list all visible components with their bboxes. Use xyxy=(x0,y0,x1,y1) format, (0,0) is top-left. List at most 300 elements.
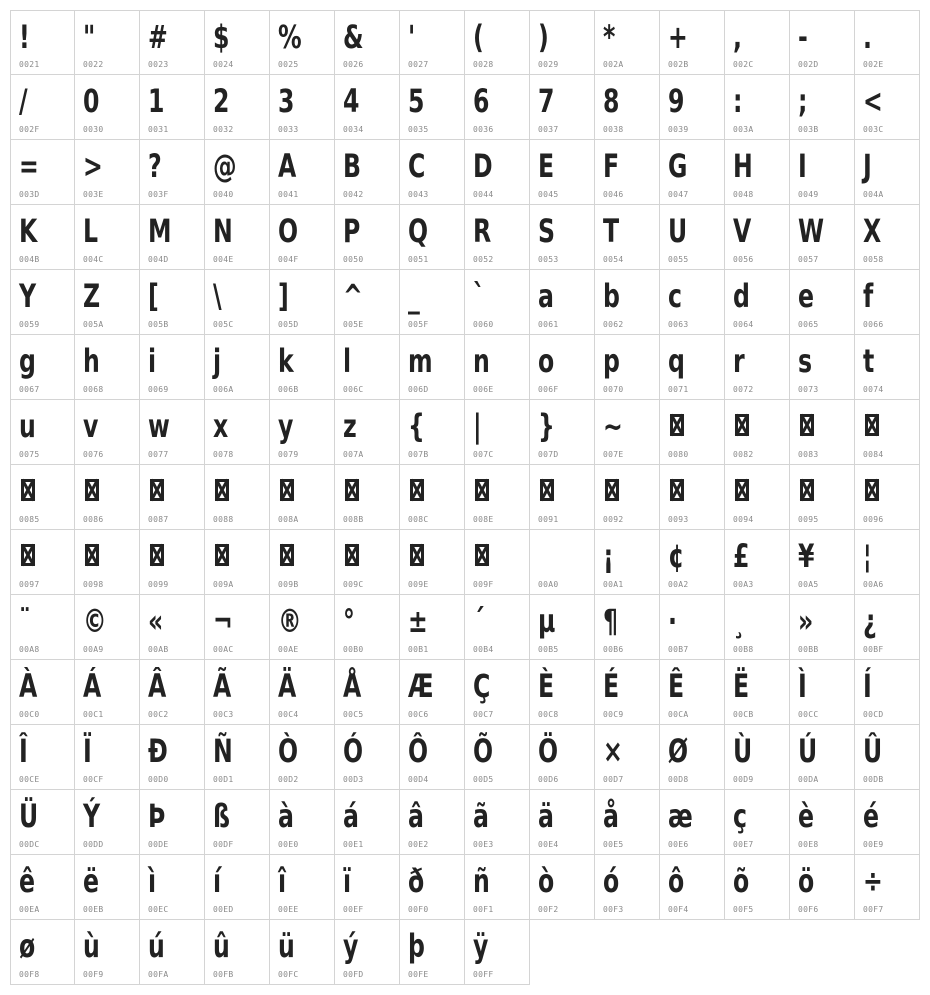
glyph-cell xyxy=(140,855,205,920)
glyph-char: 5 xyxy=(408,82,425,120)
glyph-cell xyxy=(10,465,75,530)
missing-glyph-icon xyxy=(345,479,359,501)
glyph-char: Þ xyxy=(148,797,166,835)
glyph-code: 00CD xyxy=(863,710,884,719)
glyph-code: 0025 xyxy=(278,60,299,69)
glyph-char: Î xyxy=(19,732,28,770)
glyph-code: 0062 xyxy=(603,320,624,329)
glyph-char: ] xyxy=(278,277,289,315)
missing-glyph-icon xyxy=(800,414,814,436)
glyph-code: 0052 xyxy=(473,255,494,264)
glyph-cell xyxy=(75,10,140,75)
glyph-char: Ì xyxy=(798,667,807,705)
glyph-char: Æ xyxy=(408,667,434,705)
glyph-code: 00BB xyxy=(798,645,819,654)
glyph-char: m xyxy=(408,342,433,380)
glyph-cell xyxy=(10,790,75,855)
glyph-code: 0096 xyxy=(863,515,884,524)
glyph-code: 0034 xyxy=(343,125,364,134)
glyph-code: 004A xyxy=(863,190,884,199)
glyph-cell xyxy=(335,595,400,660)
missing-glyph-icon xyxy=(21,479,35,501)
glyph-code: 0027 xyxy=(408,60,429,69)
glyph-code: 00EF xyxy=(343,905,364,914)
glyph-char: Ç xyxy=(473,667,491,705)
glyph-code: 0083 xyxy=(798,450,819,459)
glyph-char: á xyxy=(343,797,359,835)
glyph-cell xyxy=(205,790,270,855)
glyph-char: ° xyxy=(343,602,355,640)
glyph-code: 0055 xyxy=(668,255,689,264)
glyph-cell xyxy=(75,465,140,530)
glyph-code: 0046 xyxy=(603,190,624,199)
glyph-code: 0092 xyxy=(603,515,624,524)
glyph-cell xyxy=(790,140,855,205)
glyph-cell xyxy=(530,790,595,855)
glyph-cell xyxy=(465,530,530,595)
missing-glyph-icon xyxy=(865,414,879,436)
glyph-cell xyxy=(270,205,335,270)
glyph-cell xyxy=(335,660,400,725)
glyph-cell xyxy=(790,270,855,335)
glyph-cell xyxy=(205,660,270,725)
glyph-cell xyxy=(465,595,530,660)
glyph-code: 00DA xyxy=(798,775,819,784)
glyph-code: 00F7 xyxy=(863,905,884,914)
glyph-cell xyxy=(530,595,595,660)
glyph-code: 0064 xyxy=(733,320,754,329)
glyph-char: ú xyxy=(148,927,165,965)
glyph-char: ç xyxy=(733,797,747,835)
glyph-cell xyxy=(660,270,725,335)
glyph-char: ¨ xyxy=(19,602,31,640)
glyph-cell xyxy=(75,270,140,335)
glyph-cell xyxy=(205,75,270,140)
glyph-char: $ xyxy=(213,18,230,56)
glyph-code: 005D xyxy=(278,320,299,329)
glyph-cell xyxy=(855,465,920,530)
glyph-code: 0054 xyxy=(603,255,624,264)
glyph-char: F xyxy=(603,147,620,185)
glyph-cell xyxy=(140,725,205,790)
glyph-char: f xyxy=(863,277,874,315)
glyph-code: 0036 xyxy=(473,125,494,134)
glyph-code: 00B6 xyxy=(603,645,624,654)
glyph-char: * xyxy=(603,18,616,56)
glyph-code: 008A xyxy=(278,515,299,524)
glyph-code: 00C6 xyxy=(408,710,429,719)
glyph-code: 00C2 xyxy=(148,710,169,719)
glyph-code: 003B xyxy=(798,125,819,134)
glyph-code: 00DC xyxy=(19,840,40,849)
glyph-cell xyxy=(400,205,465,270)
glyph-code: 0030 xyxy=(83,125,104,134)
glyph-cell xyxy=(270,920,335,985)
missing-glyph-icon xyxy=(150,544,164,566)
glyph-cell xyxy=(725,75,790,140)
glyph-code: 0075 xyxy=(19,450,40,459)
glyph-code: 006C xyxy=(343,385,364,394)
glyph-code: 0040 xyxy=(213,190,234,199)
glyph-cell xyxy=(595,10,660,75)
glyph-char: à xyxy=(278,797,294,835)
glyph-code: 002E xyxy=(863,60,884,69)
glyph-char: 2 xyxy=(213,82,230,120)
glyph-code: 004E xyxy=(213,255,234,264)
glyph-char: ß xyxy=(213,797,230,835)
glyph-cell xyxy=(595,595,660,660)
glyph-char: Ï xyxy=(83,732,92,770)
glyph-char: n xyxy=(473,342,490,380)
glyph-code: 004C xyxy=(83,255,104,264)
glyph-cell xyxy=(855,270,920,335)
glyph-cell xyxy=(10,335,75,400)
glyph-cell xyxy=(660,660,725,725)
glyph-code: 00BF xyxy=(863,645,884,654)
glyph-cell xyxy=(660,140,725,205)
glyph-code: 00AB xyxy=(148,645,169,654)
glyph-cell xyxy=(465,75,530,140)
glyph-cell xyxy=(725,465,790,530)
glyph-cell xyxy=(465,855,530,920)
glyph-cell xyxy=(790,10,855,75)
glyph-code: 00B4 xyxy=(473,645,494,654)
glyph-code: 00F3 xyxy=(603,905,624,914)
glyph-code: 00E9 xyxy=(863,840,884,849)
glyph-cell xyxy=(205,140,270,205)
glyph-code: 0094 xyxy=(733,515,754,524)
glyph-cell xyxy=(855,75,920,140)
glyph-char: w xyxy=(148,407,170,445)
glyph-code: 0065 xyxy=(798,320,819,329)
glyph-char: é xyxy=(863,797,880,835)
glyph-code: 00DD xyxy=(83,840,104,849)
glyph-cell xyxy=(400,75,465,140)
glyph-code: 00A8 xyxy=(19,645,40,654)
glyph-cell xyxy=(465,10,530,75)
glyph-cell xyxy=(335,920,400,985)
glyph-code: 0099 xyxy=(148,580,169,589)
glyph-code: 006B xyxy=(278,385,299,394)
glyph-cell xyxy=(140,660,205,725)
glyph-char: r xyxy=(733,342,745,380)
glyph-cell xyxy=(595,335,660,400)
glyph-char: ý xyxy=(343,927,359,965)
glyph-char: 6 xyxy=(473,82,490,120)
glyph-code: 002A xyxy=(603,60,624,69)
glyph-code: 0041 xyxy=(278,190,299,199)
glyph-char: ì xyxy=(148,862,157,900)
glyph-cell xyxy=(465,140,530,205)
glyph-char: À xyxy=(19,667,38,705)
glyph-code: 005F xyxy=(408,320,429,329)
glyph-char: Õ xyxy=(473,732,494,770)
glyph-char: 7 xyxy=(538,82,555,120)
glyph-cell xyxy=(205,920,270,985)
glyph-char: L xyxy=(83,212,99,250)
glyph-char: Ë xyxy=(733,667,750,705)
glyph-code: 00D5 xyxy=(473,775,494,784)
glyph-code: 0071 xyxy=(668,385,689,394)
glyph-code: 002B xyxy=(668,60,689,69)
glyph-code: 007A xyxy=(343,450,364,459)
glyph-code: 0073 xyxy=(798,385,819,394)
glyph-code: 0050 xyxy=(343,255,364,264)
glyph-cell xyxy=(270,595,335,660)
glyph-char: ø xyxy=(19,927,36,965)
glyph-char: Ê xyxy=(668,667,685,705)
glyph-char: ) xyxy=(538,18,549,56)
glyph-char: â xyxy=(408,797,424,835)
glyph-char: u xyxy=(19,407,36,445)
glyph-code: 006A xyxy=(213,385,234,394)
glyph-code: 0057 xyxy=(798,255,819,264)
glyph-cell xyxy=(530,140,595,205)
glyph-cell xyxy=(270,465,335,530)
glyph-code: 0076 xyxy=(83,450,104,459)
glyph-char: / xyxy=(19,82,28,120)
glyph-code: 00ED xyxy=(213,905,234,914)
glyph-code: 0026 xyxy=(343,60,364,69)
glyph-char: ï xyxy=(343,862,352,900)
glyph-cell xyxy=(10,205,75,270)
glyph-char: ö xyxy=(798,862,815,900)
glyph-cell xyxy=(465,725,530,790)
glyph-code: 00F2 xyxy=(538,905,559,914)
glyph-cell xyxy=(270,75,335,140)
glyph-cell xyxy=(75,75,140,140)
glyph-char: » xyxy=(798,602,814,640)
glyph-cell xyxy=(530,725,595,790)
glyph-char: ë xyxy=(83,862,100,900)
glyph-code: 00D8 xyxy=(668,775,689,784)
glyph-char: + xyxy=(668,18,688,56)
glyph-char: Â xyxy=(148,667,167,705)
glyph-char: µ xyxy=(538,602,556,640)
glyph-cell xyxy=(725,725,790,790)
glyph-code: 0080 xyxy=(668,450,689,459)
glyph-code: 0086 xyxy=(83,515,104,524)
glyph-cell xyxy=(855,530,920,595)
glyph-code: 0085 xyxy=(19,515,40,524)
glyph-char: q xyxy=(668,342,685,380)
glyph-code: 0060 xyxy=(473,320,494,329)
glyph-code: 008C xyxy=(408,515,429,524)
glyph-code: 00E4 xyxy=(538,840,559,849)
glyph-code: 0079 xyxy=(278,450,299,459)
glyph-code: 0048 xyxy=(733,190,754,199)
glyph-code: 0098 xyxy=(83,580,104,589)
glyph-char: Á xyxy=(83,667,102,705)
glyph-code: 00A3 xyxy=(733,580,754,589)
glyph-code: 0038 xyxy=(603,125,624,134)
glyph-char: i xyxy=(148,342,157,380)
missing-glyph-icon xyxy=(605,479,619,501)
glyph-cell xyxy=(790,595,855,660)
glyph-code: 00C3 xyxy=(213,710,234,719)
glyph-code: 00C7 xyxy=(473,710,494,719)
glyph-code: 0082 xyxy=(733,450,754,459)
glyph-code: 0091 xyxy=(538,515,559,524)
glyph-cell xyxy=(205,10,270,75)
glyph-code: 00F6 xyxy=(798,905,819,914)
glyph-cell xyxy=(75,205,140,270)
glyph-code: 00F9 xyxy=(83,970,104,979)
glyph-code: 0087 xyxy=(148,515,169,524)
glyph-char: U xyxy=(668,212,688,250)
glyph-cell xyxy=(855,335,920,400)
glyph-cell xyxy=(790,855,855,920)
glyph-char: : xyxy=(733,82,743,120)
glyph-code: 00F0 xyxy=(408,905,429,914)
glyph-cell xyxy=(530,660,595,725)
glyph-code: 0035 xyxy=(408,125,429,134)
glyph-code: 004F xyxy=(278,255,299,264)
glyph-code: 00D6 xyxy=(538,775,559,784)
glyph-cell xyxy=(465,400,530,465)
glyph-cell xyxy=(660,75,725,140)
glyph-code: 005A xyxy=(83,320,104,329)
glyph-cell xyxy=(660,205,725,270)
glyph-char: ÿ xyxy=(473,927,489,965)
glyph-char: è xyxy=(798,797,815,835)
glyph-code: 00D0 xyxy=(148,775,169,784)
glyph-char: | xyxy=(473,407,482,445)
glyph-char: î xyxy=(278,862,287,900)
glyph-char xyxy=(538,536,581,576)
glyph-cell xyxy=(335,725,400,790)
glyph-code: 00C4 xyxy=(278,710,299,719)
glyph-cell xyxy=(335,335,400,400)
glyph-char: } xyxy=(538,407,555,445)
glyph-code: 0084 xyxy=(863,450,884,459)
glyph-char: X xyxy=(863,212,882,250)
glyph-char: Ù xyxy=(733,732,753,770)
glyph-char: e xyxy=(798,277,815,315)
glyph-code: 00F4 xyxy=(668,905,689,914)
glyph-code: 00FD xyxy=(343,970,364,979)
glyph-cell xyxy=(140,790,205,855)
glyph-code: 0097 xyxy=(19,580,40,589)
missing-glyph-icon xyxy=(85,544,99,566)
glyph-char: ã xyxy=(473,797,489,835)
glyph-code: 00CE xyxy=(19,775,40,784)
glyph-code: 0061 xyxy=(538,320,559,329)
glyph-cell xyxy=(725,790,790,855)
glyph-code: 0053 xyxy=(538,255,559,264)
glyph-code: 0023 xyxy=(148,60,169,69)
glyph-cell xyxy=(790,335,855,400)
glyph-char: E xyxy=(538,147,555,185)
glyph-cell xyxy=(75,335,140,400)
glyph-char: ` xyxy=(473,277,485,315)
glyph-char: ¥ xyxy=(798,537,815,575)
glyph-code: 00B5 xyxy=(538,645,559,654)
glyph-char: ' xyxy=(408,18,416,56)
glyph-code: 0032 xyxy=(213,125,234,134)
glyph-char: æ xyxy=(668,797,693,835)
glyph-char: ü xyxy=(278,927,295,965)
glyph-cell xyxy=(400,140,465,205)
glyph-code: 00FB xyxy=(213,970,234,979)
glyph-cell xyxy=(595,465,660,530)
glyph-char: < xyxy=(863,82,883,120)
glyph-cell xyxy=(595,790,660,855)
glyph-cell xyxy=(140,75,205,140)
glyph-code: 0031 xyxy=(148,125,169,134)
glyph-code: 0067 xyxy=(19,385,40,394)
glyph-cell xyxy=(725,270,790,335)
glyph-code: 00EE xyxy=(278,905,299,914)
glyph-char: ? xyxy=(148,147,162,185)
glyph-char: © xyxy=(83,602,107,640)
glyph-cell xyxy=(465,270,530,335)
glyph-cell xyxy=(660,855,725,920)
glyph-cell xyxy=(465,920,530,985)
glyph-char: Å xyxy=(343,667,362,705)
glyph-code: 0056 xyxy=(733,255,754,264)
glyph-cell xyxy=(140,920,205,985)
glyph-code: 006D xyxy=(408,385,429,394)
glyph-char: í xyxy=(213,862,222,900)
glyph-char: b xyxy=(603,277,620,315)
glyph-code: 00FC xyxy=(278,970,299,979)
glyph-char: x xyxy=(213,407,229,445)
glyph-code: 008B xyxy=(343,515,364,524)
glyph-char: l xyxy=(343,342,352,380)
missing-glyph-icon xyxy=(800,479,814,501)
glyph-cell xyxy=(335,270,400,335)
glyph-char: & xyxy=(343,18,364,56)
missing-glyph-icon xyxy=(345,544,359,566)
glyph-char: ñ xyxy=(473,862,490,900)
glyph-code: 0049 xyxy=(798,190,819,199)
glyph-cell xyxy=(75,400,140,465)
glyph-cell xyxy=(335,140,400,205)
missing-glyph-icon xyxy=(85,479,99,501)
glyph-char: 9 xyxy=(668,82,685,120)
glyph-char: ¢ xyxy=(668,537,685,575)
glyph-code: 00FE xyxy=(408,970,429,979)
glyph-char: Ñ xyxy=(213,732,233,770)
missing-glyph-icon xyxy=(475,544,489,566)
glyph-char: þ xyxy=(408,927,425,965)
glyph-cell xyxy=(75,790,140,855)
glyph-cell xyxy=(855,400,920,465)
glyph-cell xyxy=(595,530,660,595)
glyph-code: 00C1 xyxy=(83,710,104,719)
glyph-cell xyxy=(400,595,465,660)
glyph-code: 00C5 xyxy=(343,710,364,719)
glyph-char: S xyxy=(538,212,556,250)
glyph-char: û xyxy=(213,927,230,965)
glyph-code: 0029 xyxy=(538,60,559,69)
glyph-code: 00DB xyxy=(863,775,884,784)
glyph-cell xyxy=(660,10,725,75)
glyph-char: « xyxy=(148,602,164,640)
glyph-code: 007C xyxy=(473,450,494,459)
glyph-code: 00C9 xyxy=(603,710,624,719)
glyph-cell xyxy=(465,335,530,400)
glyph-cell xyxy=(400,725,465,790)
glyph-code: 002C xyxy=(733,60,754,69)
glyph-code: 00E1 xyxy=(343,840,364,849)
glyph-code: 00CB xyxy=(733,710,754,719)
glyph-cell xyxy=(10,920,75,985)
glyph-cell xyxy=(790,660,855,725)
glyph-code: 005B xyxy=(148,320,169,329)
glyph-char: W xyxy=(798,212,825,250)
